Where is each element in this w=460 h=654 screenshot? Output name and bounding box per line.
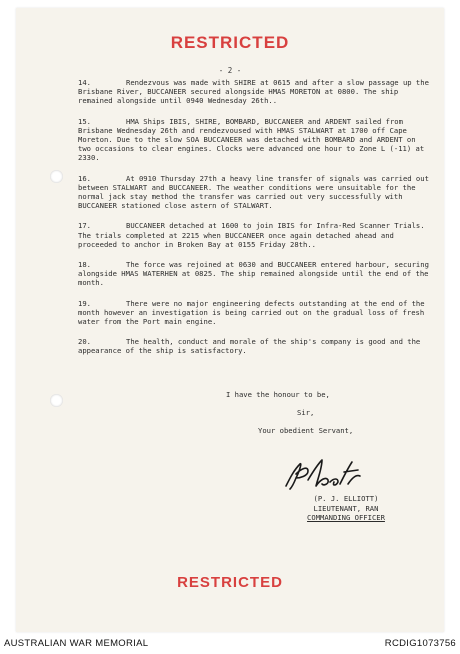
paragraph-number: 18.	[78, 260, 91, 270]
paragraph-number: 20.	[78, 337, 91, 347]
signature-block	[266, 494, 426, 523]
handwritten-signature	[278, 456, 368, 496]
punch-hole	[50, 394, 63, 407]
report-body	[78, 78, 430, 367]
closing-honour: I have the honour to be,	[226, 390, 330, 399]
paragraph-number: 17.	[78, 221, 91, 231]
footer-record-id: RCDIG1073756	[384, 638, 456, 649]
paragraph-text: There were no major engineering defects outstanding at the end of the month however an investigation is being carried out on the gradual loss of fresh water from the Port main engine.	[78, 298, 425, 327]
signatory-name: (P. J. ELLIOTT)	[313, 494, 379, 503]
document-page	[16, 8, 444, 632]
footer-archive-name: AUSTRALIAN WAR MEMORIAL	[4, 638, 149, 649]
paragraph	[78, 78, 430, 106]
paragraph-number: 14.	[78, 78, 91, 87]
closing-servant: Your obedient Servant,	[258, 426, 354, 435]
paragraph	[78, 260, 430, 288]
punch-hole	[50, 170, 63, 183]
paragraph-text: At 0910 Thursday 27th a heavy line transfer of signals was carried out between STALWART and BUCCANEER. The weather conditions were unsuitable for the normal jack stay method the transfer was carried out very successfully with BUCCANEER stationed close astern of STALWART.	[78, 173, 429, 211]
paragraph-text: BUCCANEER detached at 1600 to join IBIS for Infra-Red Scanner Trials. The trials completed at 2215 when BUCCANEER once again detached ahead and proceeded to anchor in Broken Bay at 0155 Friday 28th..	[78, 221, 425, 249]
paragraph	[78, 221, 430, 249]
paragraph-number: 16.	[78, 173, 91, 183]
restricted-stamp-bottom: RESTRICTED	[177, 574, 283, 591]
page-number: - 2 -	[218, 66, 242, 75]
paragraph-text: Rendezvous was made with SHIRE at 0615 and after a slow passage up the Brisbane River, BUCCANEER secured alongside HMAS MORETON at 0800. The ship remained alongside until 0940 Wednesday 26th..	[78, 78, 429, 106]
paragraph-text: HMA Ships IBIS, SHIRE, BOMBARD, BUCCANEER and ARDENT sailed from Brisbane Wednesday 26th and rendezvoused with HMAS STALWART at 1700 off Cape Moreton. Due to the slow SOA BUCCANEER was detached with BOMBARD and ARDENT on two occasions to clear engines. Clocks were advanced one hour to Zone L (-11) at 2330.	[78, 116, 425, 163]
paragraph	[78, 337, 430, 355]
signatory-rank: LIEUTENANT, RAN	[313, 503, 379, 513]
restricted-stamp-top: RESTRICTED	[170, 33, 290, 52]
paragraph-number: 19.	[78, 298, 91, 308]
signatory-title: COMMANDING OFFICER	[307, 513, 385, 523]
paragraph-text: The force was rejoined at 0630 and BUCCANEER entered harbour, securing alongside HMAS WATERHEN at 0825. The ship remained alongside until the end of the month.	[78, 260, 429, 288]
paragraph	[78, 117, 430, 163]
paragraph	[78, 299, 430, 327]
paragraph	[78, 174, 430, 211]
paragraph-number: 15.	[78, 116, 91, 126]
paragraph-text: The health, conduct and morale of the ship's company is good and the appearance of the ship is satisfactory.	[78, 337, 421, 356]
closing-salutation: Sir,	[297, 408, 315, 417]
